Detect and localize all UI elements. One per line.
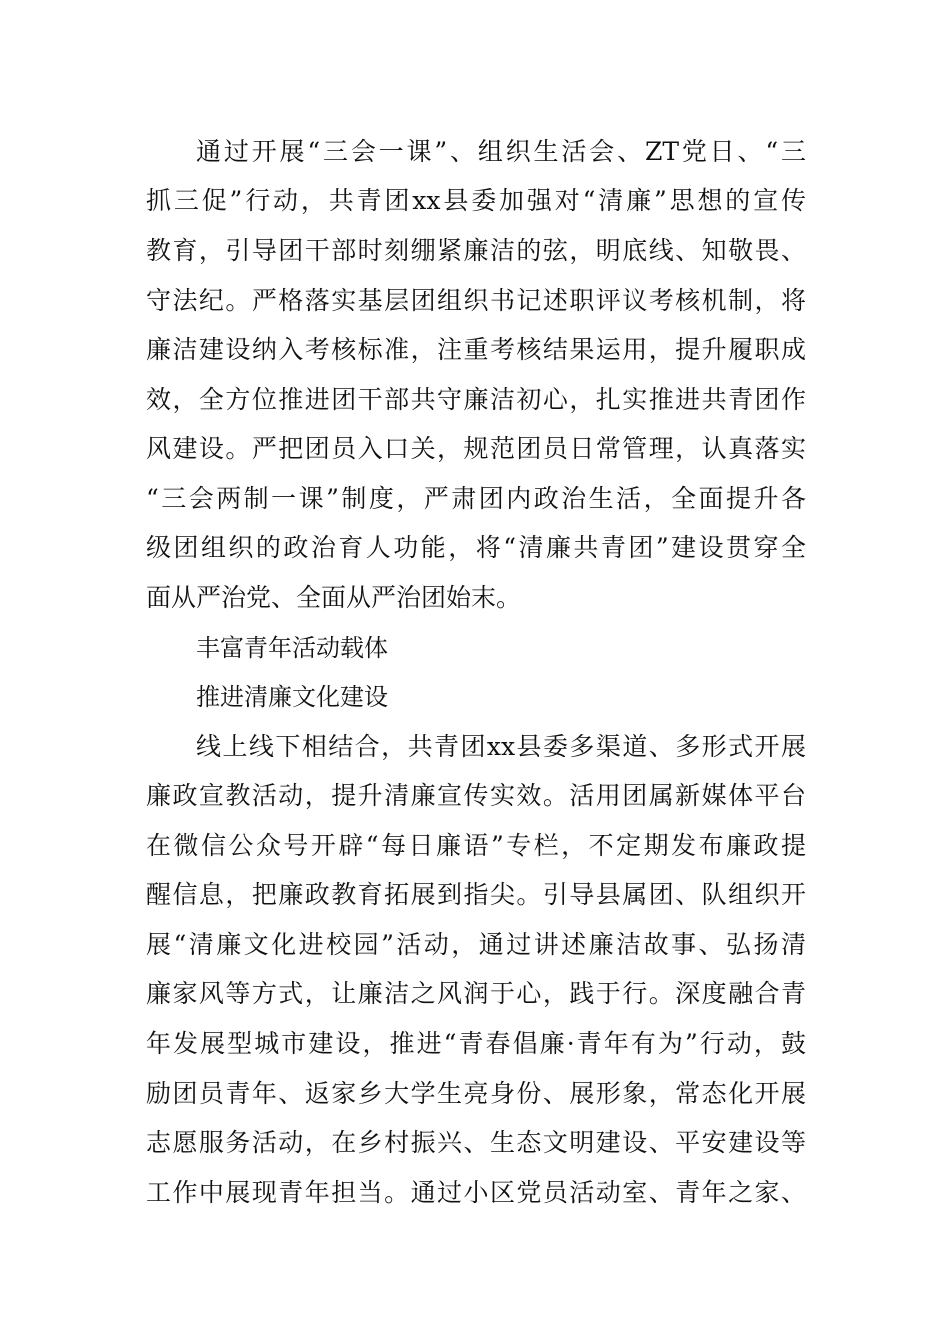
paragraph-1-line-5: 廉洁建设纳入考核标准，注重考核结果运用，提升履职成 [146,335,806,364]
section-heading-2: 推进清廉文化建设 [196,683,388,711]
paragraph-1-line-10: 面从严治党、全面从严治团始末。 [146,583,522,612]
paragraph-2-line-5: 展“清廉文化进校园”活动，通过讲述廉洁故事、弘扬清 [146,930,806,959]
paragraph-2-line-7: 年发展型城市建设，推进“青春倡廉·青年有为”行动，鼓 [146,1029,806,1058]
paragraph-2-line-1: 线上线下相结合，共青团xx县委多渠道、多形式开展 [196,732,806,761]
paragraph-1-line-6: 效，全方位推进团干部共守廉洁初心，扎实推进共青团作 [146,385,806,414]
paragraph-1-line-7: 风建设。严把团员入口关，规范团员日常管理，认真落实 [146,434,806,463]
paragraph-1-line-2: 抓三促”行动，共青团xx县委加强对“清廉”思想的宣传 [146,186,806,215]
paragraph-2-line-4: 醒信息，把廉政教育拓展到指尖。引导县属团、队组织开 [146,880,806,909]
paragraph-2-line-8: 励团员青年、返家乡大学生亮身份、展形象，常态化开展 [146,1079,806,1108]
paragraph-1-line-1: 通过开展“三会一课”、组织生活会、ZT党日、“三 [196,137,806,166]
paragraph-2-line-6: 廉家风等方式，让廉洁之风润于心，践于行。深度融合青 [146,979,806,1008]
paragraph-2-line-9: 志愿服务活动，在乡村振兴、生态文明建设、平安建设等 [146,1128,806,1157]
paragraph-2-line-3: 在微信公众号开辟“每日廉语”专栏，不定期发布廉政提 [146,831,806,860]
section-heading-1: 丰富青年活动载体 [196,634,388,662]
paragraph-1-line-8: “三会两制一课”制度，严肃团内政治生活，全面提升各 [146,484,806,513]
paragraph-1-line-4: 守法纪。严格落实基层团组织书记述职评议考核机制，将 [146,286,806,315]
paragraph-2-line-2: 廉政宣教活动，提升清廉宣传实效。活用团属新媒体平台 [146,781,806,810]
paragraph-1-line-3: 教育，引导团干部时刻绷紧廉洁的弦，明底线、知敬畏、 [146,236,806,265]
paragraph-2-line-10: 工作中展现青年担当。通过小区党员活动室、青年之家、 [146,1178,806,1207]
paragraph-1-line-9: 级团组织的政治育人功能，将“清廉共青团”建设贯穿全 [146,533,806,562]
